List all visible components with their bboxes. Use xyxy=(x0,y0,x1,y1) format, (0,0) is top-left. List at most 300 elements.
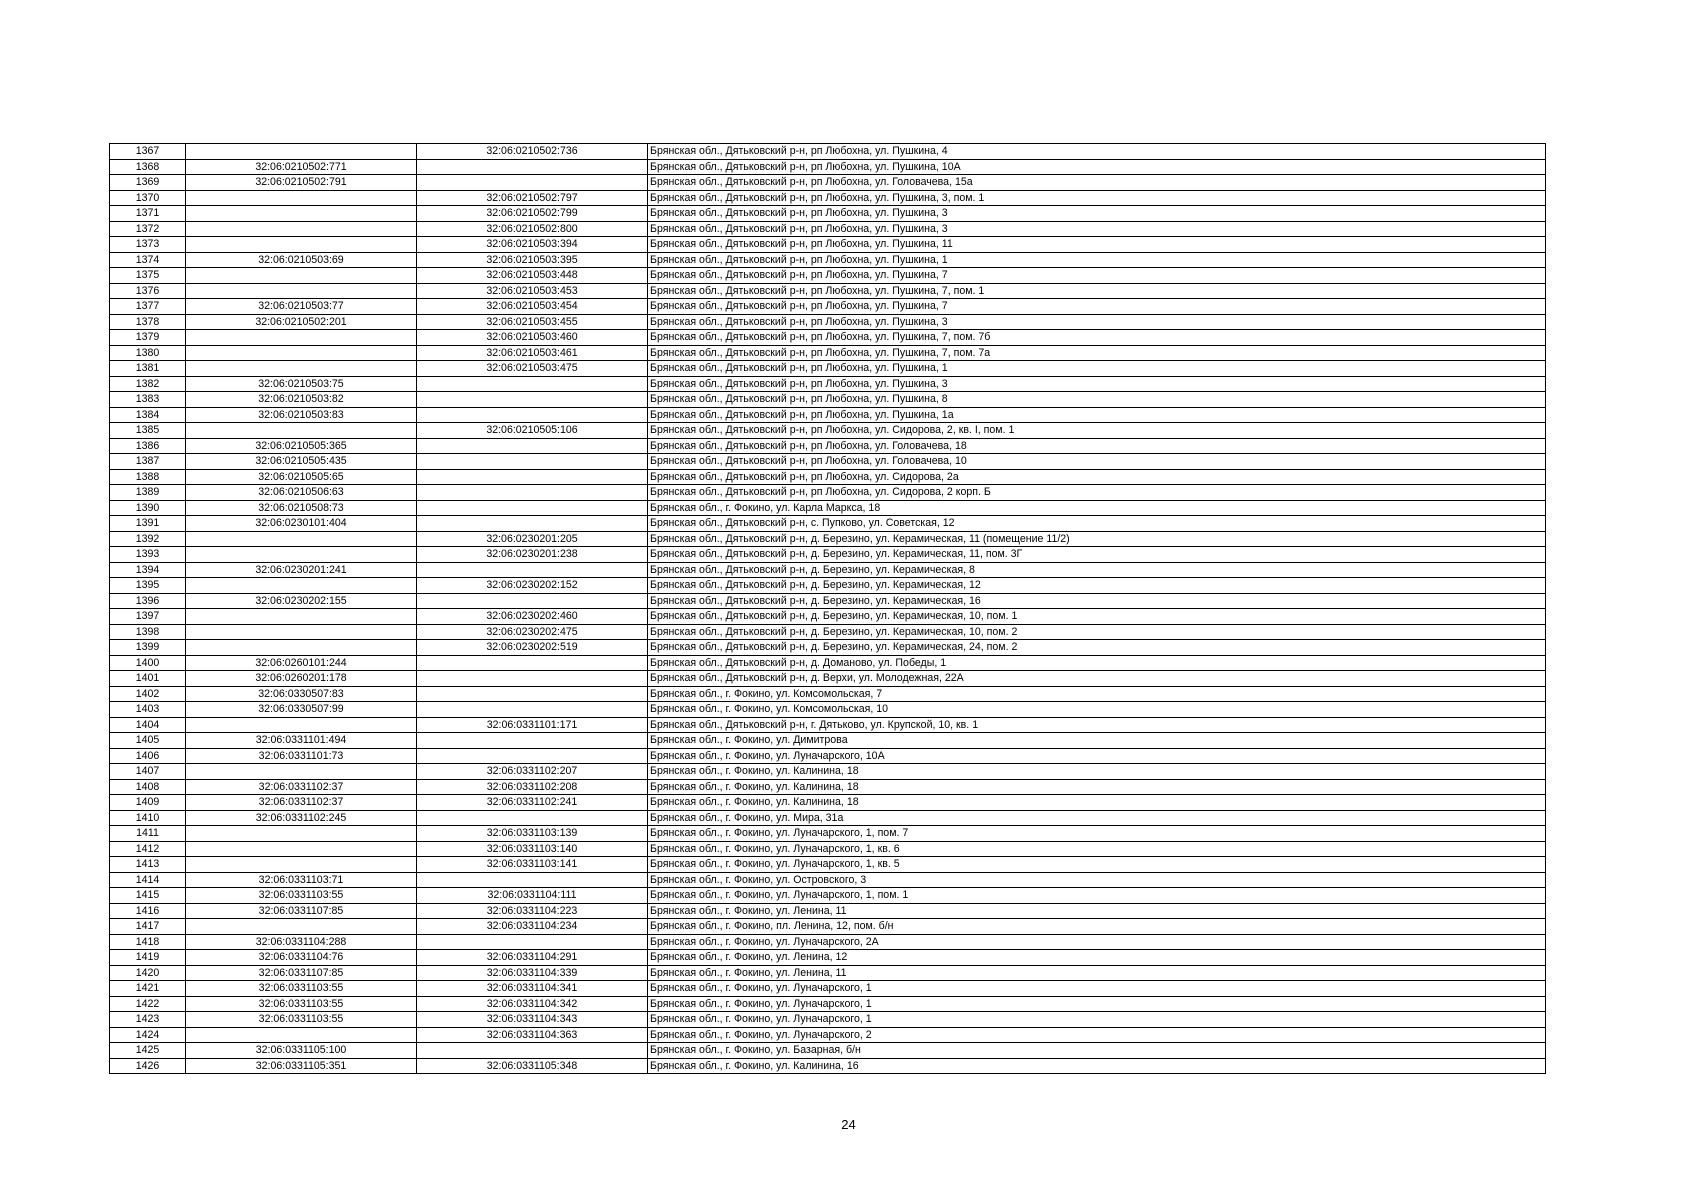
object-cadastral-number-cell: 32:06:0331104:341 xyxy=(417,981,648,997)
address-cell: Брянская обл., Дятьковский р-н, д. Березино, ул. Керамическая, 24, пом. 2 xyxy=(648,640,1546,656)
address-cell: Брянская обл., г. Фокино, ул. Калинина, 16 xyxy=(648,1058,1546,1074)
address-cell: Брянская обл., Дятьковский р-н, д. Березино, ул. Керамическая, 10, пом. 2 xyxy=(648,624,1546,640)
address-cell: Брянская обл., г. Фокино, ул. Мира, 31а xyxy=(648,810,1546,826)
land-cadastral-number-cell: 32:06:0230202:155 xyxy=(186,593,417,609)
row-number-cell: 1374 xyxy=(110,252,186,268)
object-cadastral-number-cell xyxy=(417,516,648,532)
land-cadastral-number-cell: 32:06:0331104:288 xyxy=(186,934,417,950)
object-cadastral-number-cell xyxy=(417,671,648,687)
address-cell: Брянская обл., г. Фокино, ул. Луначарского, 1, кв. 5 xyxy=(648,857,1546,873)
row-number-cell: 1384 xyxy=(110,407,186,423)
table-row xyxy=(110,330,1546,346)
address-cell: Брянская обл., г. Фокино, ул. Карла Маркса, 18 xyxy=(648,500,1546,516)
table-row xyxy=(110,981,1546,997)
row-number-cell: 1382 xyxy=(110,376,186,392)
object-cadastral-number-cell: 32:06:0331104:234 xyxy=(417,919,648,935)
address-cell: Брянская обл., Дятьковский р-н, рп Любохна, ул. Пушкина, 1 xyxy=(648,252,1546,268)
row-number-cell: 1395 xyxy=(110,578,186,594)
address-cell: Брянская обл., г. Фокино, ул. Калинина, 18 xyxy=(648,795,1546,811)
object-cadastral-number-cell: 32:06:0331102:208 xyxy=(417,779,648,795)
table-row xyxy=(110,454,1546,470)
row-number-cell: 1396 xyxy=(110,593,186,609)
object-cadastral-number-cell xyxy=(417,485,648,501)
table-row xyxy=(110,283,1546,299)
land-cadastral-number-cell: 32:06:0210505:435 xyxy=(186,454,417,470)
row-number-cell: 1379 xyxy=(110,330,186,346)
object-cadastral-number-cell xyxy=(417,748,648,764)
object-cadastral-number-cell: 32:06:0210503:454 xyxy=(417,299,648,315)
row-number-cell: 1413 xyxy=(110,857,186,873)
address-cell: Брянская обл., Дятьковский р-н, рп Любохна, ул. Пушкина, 3, пом. 1 xyxy=(648,190,1546,206)
table-row xyxy=(110,175,1546,191)
table-row xyxy=(110,516,1546,532)
row-number-cell: 1370 xyxy=(110,190,186,206)
object-cadastral-number-cell xyxy=(417,655,648,671)
table-row xyxy=(110,950,1546,966)
table-row xyxy=(110,733,1546,749)
table-row xyxy=(110,237,1546,253)
table-row xyxy=(110,376,1546,392)
object-cadastral-number-cell: 32:06:0230202:519 xyxy=(417,640,648,656)
address-cell: Брянская обл., Дятьковский р-н, рп Любохна, ул. Пушкина, 4 xyxy=(648,144,1546,160)
row-number-cell: 1369 xyxy=(110,175,186,191)
table-row xyxy=(110,1058,1546,1074)
land-cadastral-number-cell xyxy=(186,423,417,439)
row-number-cell: 1426 xyxy=(110,1058,186,1074)
object-cadastral-number-cell: 32:06:0210503:394 xyxy=(417,237,648,253)
table-row xyxy=(110,485,1546,501)
row-number-cell: 1392 xyxy=(110,531,186,547)
row-number-cell: 1402 xyxy=(110,686,186,702)
table-row xyxy=(110,826,1546,842)
table-row xyxy=(110,221,1546,237)
land-cadastral-number-cell: 32:06:0210503:77 xyxy=(186,299,417,315)
address-cell: Брянская обл., г. Фокино, ул. Комсомольская, 10 xyxy=(648,702,1546,718)
object-cadastral-number-cell: 32:06:0210503:448 xyxy=(417,268,648,284)
address-cell: Брянская обл., Дятьковский р-н, рп Любохна, ул. Головачева, 15а xyxy=(648,175,1546,191)
address-cell: Брянская обл., Дятьковский р-н, рп Любохна, ул. Пушкина, 7, пом. 1 xyxy=(648,283,1546,299)
row-number-cell: 1416 xyxy=(110,903,186,919)
address-cell: Брянская обл., Дятьковский р-н, д. Березино, ул. Керамическая, 12 xyxy=(648,578,1546,594)
registry-table-body xyxy=(110,144,1546,1074)
object-cadastral-number-cell: 32:06:0331104:342 xyxy=(417,996,648,1012)
row-number-cell: 1415 xyxy=(110,888,186,904)
land-cadastral-number-cell: 32:06:0210503:75 xyxy=(186,376,417,392)
table-row xyxy=(110,423,1546,439)
table-row xyxy=(110,872,1546,888)
address-cell: Брянская обл., г. Фокино, ул. Калинина, 18 xyxy=(648,764,1546,780)
row-number-cell: 1388 xyxy=(110,469,186,485)
object-cadastral-number-cell: 32:06:0331105:348 xyxy=(417,1058,648,1074)
row-number-cell: 1393 xyxy=(110,547,186,563)
land-cadastral-number-cell: 32:06:0331101:494 xyxy=(186,733,417,749)
object-cadastral-number-cell: 32:06:0230201:238 xyxy=(417,547,648,563)
address-cell: Брянская обл., Дятьковский р-н, рп Любохна, ул. Пушкина, 8 xyxy=(648,392,1546,408)
address-cell: Брянская обл., Дятьковский р-н, рп Любохна, ул. Пушкина, 1а xyxy=(648,407,1546,423)
object-cadastral-number-cell: 32:06:0210502:799 xyxy=(417,206,648,222)
table-row xyxy=(110,609,1546,625)
address-cell: Брянская обл., г. Фокино, ул. Луначарского, 2А xyxy=(648,934,1546,950)
table-row xyxy=(110,686,1546,702)
table-row xyxy=(110,562,1546,578)
land-cadastral-number-cell xyxy=(186,717,417,733)
address-cell: Брянская обл., Дятьковский р-н, рп Любохна, ул. Пушкина, 7, пом. 7б xyxy=(648,330,1546,346)
land-cadastral-number-cell xyxy=(186,857,417,873)
land-cadastral-number-cell xyxy=(186,237,417,253)
address-cell: Брянская обл., Дятьковский р-н, д. Березино, ул. Керамическая, 10, пом. 1 xyxy=(648,609,1546,625)
land-cadastral-number-cell: 32:06:0260101:244 xyxy=(186,655,417,671)
land-cadastral-number-cell: 32:06:0331101:73 xyxy=(186,748,417,764)
object-cadastral-number-cell xyxy=(417,593,648,609)
object-cadastral-number-cell: 32:06:0331102:207 xyxy=(417,764,648,780)
object-cadastral-number-cell xyxy=(417,175,648,191)
object-cadastral-number-cell xyxy=(417,159,648,175)
row-number-cell: 1418 xyxy=(110,934,186,950)
table-row xyxy=(110,965,1546,981)
object-cadastral-number-cell: 32:06:0331101:171 xyxy=(417,717,648,733)
land-cadastral-number-cell xyxy=(186,190,417,206)
table-row xyxy=(110,795,1546,811)
object-cadastral-number-cell xyxy=(417,392,648,408)
address-cell: Брянская обл., г. Фокино, ул. Базарная, б/н xyxy=(648,1043,1546,1059)
row-number-cell: 1385 xyxy=(110,423,186,439)
object-cadastral-number-cell: 32:06:0210503:460 xyxy=(417,330,648,346)
address-cell: Брянская обл., Дятьковский р-н, рп Любохна, ул. Пушкина, 7 xyxy=(648,268,1546,284)
address-cell: Брянская обл., Дятьковский р-н, д. Березино, ул. Керамическая, 8 xyxy=(648,562,1546,578)
table-row xyxy=(110,206,1546,222)
row-number-cell: 1410 xyxy=(110,810,186,826)
object-cadastral-number-cell xyxy=(417,562,648,578)
table-row xyxy=(110,717,1546,733)
object-cadastral-number-cell: 32:06:0331103:141 xyxy=(417,857,648,873)
table-row xyxy=(110,1027,1546,1043)
address-cell: Брянская обл., Дятьковский р-н, д. Березино, ул. Керамическая, 16 xyxy=(648,593,1546,609)
land-cadastral-number-cell: 32:06:0331105:100 xyxy=(186,1043,417,1059)
row-number-cell: 1386 xyxy=(110,438,186,454)
address-cell: Брянская обл., г. Фокино, ул. Димитрова xyxy=(648,733,1546,749)
row-number-cell: 1381 xyxy=(110,361,186,377)
table-row xyxy=(110,857,1546,873)
object-cadastral-number-cell: 32:06:0331104:343 xyxy=(417,1012,648,1028)
row-number-cell: 1403 xyxy=(110,702,186,718)
address-cell: Брянская обл., Дятьковский р-н, рп Любохна, ул. Пушкина, 3 xyxy=(648,221,1546,237)
land-cadastral-number-cell: 32:06:0210503:82 xyxy=(186,392,417,408)
land-cadastral-number-cell: 32:06:0330507:99 xyxy=(186,702,417,718)
table-row xyxy=(110,764,1546,780)
table-row xyxy=(110,578,1546,594)
land-cadastral-number-cell xyxy=(186,578,417,594)
object-cadastral-number-cell: 32:06:0331103:140 xyxy=(417,841,648,857)
table-row xyxy=(110,547,1546,563)
object-cadastral-number-cell: 32:06:0230202:460 xyxy=(417,609,648,625)
row-number-cell: 1414 xyxy=(110,872,186,888)
object-cadastral-number-cell: 32:06:0331104:363 xyxy=(417,1027,648,1043)
object-cadastral-number-cell: 32:06:0331104:291 xyxy=(417,950,648,966)
land-cadastral-number-cell xyxy=(186,640,417,656)
row-number-cell: 1412 xyxy=(110,841,186,857)
address-cell: Брянская обл., Дятьковский р-н, рп Любохна, ул. Пушкина, 1 xyxy=(648,361,1546,377)
table-row xyxy=(110,888,1546,904)
row-number-cell: 1394 xyxy=(110,562,186,578)
object-cadastral-number-cell xyxy=(417,733,648,749)
table-row xyxy=(110,392,1546,408)
table-row xyxy=(110,748,1546,764)
row-number-cell: 1373 xyxy=(110,237,186,253)
land-cadastral-number-cell: 32:06:0331102:37 xyxy=(186,795,417,811)
row-number-cell: 1377 xyxy=(110,299,186,315)
land-cadastral-number-cell: 32:06:0210502:201 xyxy=(186,314,417,330)
address-cell: Брянская обл., Дятьковский р-н, рп Любохна, ул. Головачева, 18 xyxy=(648,438,1546,454)
row-number-cell: 1397 xyxy=(110,609,186,625)
row-number-cell: 1401 xyxy=(110,671,186,687)
table-row xyxy=(110,314,1546,330)
object-cadastral-number-cell: 32:06:0210502:797 xyxy=(417,190,648,206)
land-cadastral-number-cell xyxy=(186,919,417,935)
row-number-cell: 1407 xyxy=(110,764,186,780)
table-row xyxy=(110,1043,1546,1059)
address-cell: Брянская обл., Дятьковский р-н, рп Любохна, ул. Головачева, 10 xyxy=(648,454,1546,470)
address-cell: Брянская обл., г. Фокино, ул. Луначарского, 1 xyxy=(648,981,1546,997)
address-cell: Брянская обл., г. Фокино, ул. Ленина, 11 xyxy=(648,903,1546,919)
land-cadastral-number-cell: 32:06:0210506:63 xyxy=(186,485,417,501)
table-row xyxy=(110,500,1546,516)
land-cadastral-number-cell: 32:06:0210508:73 xyxy=(186,500,417,516)
object-cadastral-number-cell xyxy=(417,872,648,888)
address-cell: Брянская обл., Дятьковский р-н, д. Березино, ул. Керамическая, 11 (помещение 11/2) xyxy=(648,531,1546,547)
row-number-cell: 1380 xyxy=(110,345,186,361)
address-cell: Брянская обл., г. Фокино, ул. Ленина, 11 xyxy=(648,965,1546,981)
object-cadastral-number-cell: 32:06:0210503:461 xyxy=(417,345,648,361)
address-cell: Брянская обл., Дятьковский р-н, г. Дятьково, ул. Крупской, 10, кв. 1 xyxy=(648,717,1546,733)
table-row xyxy=(110,361,1546,377)
land-cadastral-number-cell xyxy=(186,361,417,377)
object-cadastral-number-cell xyxy=(417,702,648,718)
row-number-cell: 1408 xyxy=(110,779,186,795)
table-row xyxy=(110,640,1546,656)
address-cell: Брянская обл., Дятьковский р-н, рп Любохна, ул. Пушкина, 3 xyxy=(648,206,1546,222)
land-cadastral-number-cell xyxy=(186,531,417,547)
row-number-cell: 1378 xyxy=(110,314,186,330)
object-cadastral-number-cell: 32:06:0331104:339 xyxy=(417,965,648,981)
address-cell: Брянская обл., г. Фокино, ул. Комсомольская, 7 xyxy=(648,686,1546,702)
row-number-cell: 1399 xyxy=(110,640,186,656)
address-cell: Брянская обл., г. Фокино, ул. Луначарского, 1, пом. 1 xyxy=(648,888,1546,904)
land-cadastral-number-cell: 32:06:0230201:241 xyxy=(186,562,417,578)
address-cell: Брянская обл., Дятьковский р-н, рп Любохна, ул. Пушкина, 3 xyxy=(648,314,1546,330)
address-cell: Брянская обл., г. Фокино, ул. Луначарского, 1, кв. 6 xyxy=(648,841,1546,857)
land-cadastral-number-cell: 32:06:0331103:55 xyxy=(186,1012,417,1028)
object-cadastral-number-cell: 32:06:0210503:395 xyxy=(417,252,648,268)
land-cadastral-number-cell: 32:06:0331103:55 xyxy=(186,888,417,904)
table-row xyxy=(110,996,1546,1012)
object-cadastral-number-cell: 32:06:0331104:111 xyxy=(417,888,648,904)
row-number-cell: 1425 xyxy=(110,1043,186,1059)
table-row xyxy=(110,159,1546,175)
table-row xyxy=(110,190,1546,206)
land-cadastral-number-cell: 32:06:0260201:178 xyxy=(186,671,417,687)
registry-table xyxy=(109,143,1546,1074)
object-cadastral-number-cell xyxy=(417,376,648,392)
table-row xyxy=(110,934,1546,950)
object-cadastral-number-cell xyxy=(417,934,648,950)
address-cell: Брянская обл., г. Фокино, ул. Луначарского, 1 xyxy=(648,1012,1546,1028)
land-cadastral-number-cell: 32:06:0210502:771 xyxy=(186,159,417,175)
object-cadastral-number-cell xyxy=(417,686,648,702)
table-row xyxy=(110,268,1546,284)
object-cadastral-number-cell xyxy=(417,407,648,423)
address-cell: Брянская обл., Дятьковский р-н, д. Верхи, ул. Молодежная, 22А xyxy=(648,671,1546,687)
object-cadastral-number-cell: 32:06:0230202:475 xyxy=(417,624,648,640)
land-cadastral-number-cell: 32:06:0230101:404 xyxy=(186,516,417,532)
land-cadastral-number-cell: 32:06:0331103:55 xyxy=(186,996,417,1012)
land-cadastral-number-cell xyxy=(186,609,417,625)
address-cell: Брянская обл., Дятьковский р-н, рп Любохна, ул. Пушкина, 3 xyxy=(648,376,1546,392)
table-row xyxy=(110,438,1546,454)
address-cell: Брянская обл., г. Фокино, ул. Ленина, 12 xyxy=(648,950,1546,966)
row-number-cell: 1404 xyxy=(110,717,186,733)
land-cadastral-number-cell xyxy=(186,547,417,563)
row-number-cell: 1405 xyxy=(110,733,186,749)
land-cadastral-number-cell xyxy=(186,268,417,284)
row-number-cell: 1389 xyxy=(110,485,186,501)
land-cadastral-number-cell: 32:06:0331103:55 xyxy=(186,981,417,997)
land-cadastral-number-cell: 32:06:0330507:83 xyxy=(186,686,417,702)
row-number-cell: 1367 xyxy=(110,144,186,160)
page-number: 24 xyxy=(841,1117,856,1132)
land-cadastral-number-cell xyxy=(186,221,417,237)
address-cell: Брянская обл., г. Фокино, пл. Ленина, 12, пом. б/н xyxy=(648,919,1546,935)
table-row xyxy=(110,702,1546,718)
address-cell: Брянская обл., Дятьковский р-н, рп Любохна, ул. Сидорова, 2 корп. Б xyxy=(648,485,1546,501)
land-cadastral-number-cell: 32:06:0331107:85 xyxy=(186,903,417,919)
land-cadastral-number-cell: 32:06:0331107:85 xyxy=(186,965,417,981)
object-cadastral-number-cell xyxy=(417,438,648,454)
table-row xyxy=(110,841,1546,857)
land-cadastral-number-cell xyxy=(186,826,417,842)
table-row xyxy=(110,1012,1546,1028)
object-cadastral-number-cell: 32:06:0210502:736 xyxy=(417,144,648,160)
row-number-cell: 1421 xyxy=(110,981,186,997)
row-number-cell: 1419 xyxy=(110,950,186,966)
address-cell: Брянская обл., Дятьковский р-н, д. Березино, ул. Керамическая, 11, пом. 3Г xyxy=(648,547,1546,563)
land-cadastral-number-cell xyxy=(186,841,417,857)
table-row xyxy=(110,593,1546,609)
land-cadastral-number-cell: 32:06:0210502:791 xyxy=(186,175,417,191)
row-number-cell: 1417 xyxy=(110,919,186,935)
row-number-cell: 1372 xyxy=(110,221,186,237)
address-cell: Брянская обл., Дятьковский р-н, д. Доманово, ул. Победы, 1 xyxy=(648,655,1546,671)
address-cell: Брянская обл., Дятьковский р-н, рп Любохна, ул. Пушкина, 10А xyxy=(648,159,1546,175)
address-cell: Брянская обл., Дятьковский р-н, рп Любохна, ул. Пушкина, 7, пом. 7а xyxy=(648,345,1546,361)
object-cadastral-number-cell xyxy=(417,500,648,516)
address-cell: Брянская обл., Дятьковский р-н, рп Любохна, ул. Сидорова, 2, кв. I, пом. 1 xyxy=(648,423,1546,439)
land-cadastral-number-cell: 32:06:0210505:65 xyxy=(186,469,417,485)
row-number-cell: 1423 xyxy=(110,1012,186,1028)
table-row xyxy=(110,299,1546,315)
address-cell: Брянская обл., Дятьковский р-н, рп Любохна, ул. Пушкина, 11 xyxy=(648,237,1546,253)
table-row xyxy=(110,144,1546,160)
land-cadastral-number-cell xyxy=(186,764,417,780)
land-cadastral-number-cell xyxy=(186,206,417,222)
land-cadastral-number-cell: 32:06:0331105:351 xyxy=(186,1058,417,1074)
row-number-cell: 1371 xyxy=(110,206,186,222)
row-number-cell: 1411 xyxy=(110,826,186,842)
object-cadastral-number-cell: 32:06:0210502:800 xyxy=(417,221,648,237)
object-cadastral-number-cell: 32:06:0230202:152 xyxy=(417,578,648,594)
table-row xyxy=(110,469,1546,485)
row-number-cell: 1420 xyxy=(110,965,186,981)
address-cell: Брянская обл., г. Фокино, ул. Калинина, 18 xyxy=(648,779,1546,795)
land-cadastral-number-cell: 32:06:0331102:245 xyxy=(186,810,417,826)
table-row xyxy=(110,531,1546,547)
address-cell: Брянская обл., г. Фокино, ул. Луначарского, 2 xyxy=(648,1027,1546,1043)
object-cadastral-number-cell: 32:06:0331104:223 xyxy=(417,903,648,919)
address-cell: Брянская обл., г. Фокино, ул. Луначарского, 1 xyxy=(648,996,1546,1012)
row-number-cell: 1424 xyxy=(110,1027,186,1043)
object-cadastral-number-cell xyxy=(417,1043,648,1059)
table-row xyxy=(110,407,1546,423)
row-number-cell: 1391 xyxy=(110,516,186,532)
address-cell: Брянская обл., г. Фокино, ул. Луначарского, 1, пом. 7 xyxy=(648,826,1546,842)
row-number-cell: 1387 xyxy=(110,454,186,470)
land-cadastral-number-cell: 32:06:0210503:83 xyxy=(186,407,417,423)
table-row xyxy=(110,624,1546,640)
object-cadastral-number-cell: 32:06:0210503:453 xyxy=(417,283,648,299)
row-number-cell: 1376 xyxy=(110,283,186,299)
table-row xyxy=(110,345,1546,361)
land-cadastral-number-cell xyxy=(186,345,417,361)
land-cadastral-number-cell xyxy=(186,1027,417,1043)
row-number-cell: 1422 xyxy=(110,996,186,1012)
table-row xyxy=(110,919,1546,935)
table-row xyxy=(110,810,1546,826)
land-cadastral-number-cell: 32:06:0331104:76 xyxy=(186,950,417,966)
object-cadastral-number-cell: 32:06:0210505:106 xyxy=(417,423,648,439)
object-cadastral-number-cell xyxy=(417,469,648,485)
land-cadastral-number-cell xyxy=(186,283,417,299)
object-cadastral-number-cell xyxy=(417,454,648,470)
table-row xyxy=(110,252,1546,268)
address-cell: Брянская обл., Дятьковский р-н, рп Любохна, ул. Пушкина, 7 xyxy=(648,299,1546,315)
row-number-cell: 1398 xyxy=(110,624,186,640)
row-number-cell: 1400 xyxy=(110,655,186,671)
table-row xyxy=(110,671,1546,687)
object-cadastral-number-cell xyxy=(417,810,648,826)
row-number-cell: 1383 xyxy=(110,392,186,408)
table-row xyxy=(110,655,1546,671)
land-cadastral-number-cell: 32:06:0331103:71 xyxy=(186,872,417,888)
row-number-cell: 1390 xyxy=(110,500,186,516)
land-cadastral-number-cell: 32:06:0210505:365 xyxy=(186,438,417,454)
object-cadastral-number-cell: 32:06:0210503:455 xyxy=(417,314,648,330)
object-cadastral-number-cell: 32:06:0230201:205 xyxy=(417,531,648,547)
object-cadastral-number-cell: 32:06:0331103:139 xyxy=(417,826,648,842)
object-cadastral-number-cell: 32:06:0210503:475 xyxy=(417,361,648,377)
table-row xyxy=(110,903,1546,919)
land-cadastral-number-cell: 32:06:0331102:37 xyxy=(186,779,417,795)
table-row xyxy=(110,779,1546,795)
land-cadastral-number-cell xyxy=(186,624,417,640)
object-cadastral-number-cell: 32:06:0331102:241 xyxy=(417,795,648,811)
row-number-cell: 1368 xyxy=(110,159,186,175)
row-number-cell: 1409 xyxy=(110,795,186,811)
land-cadastral-number-cell: 32:06:0210503:69 xyxy=(186,252,417,268)
row-number-cell: 1375 xyxy=(110,268,186,284)
address-cell: Брянская обл., г. Фокино, ул. Островского, 3 xyxy=(648,872,1546,888)
address-cell: Брянская обл., Дятьковский р-н, с. Пупково, ул. Советская, 12 xyxy=(648,516,1546,532)
land-cadastral-number-cell xyxy=(186,144,417,160)
row-number-cell: 1406 xyxy=(110,748,186,764)
